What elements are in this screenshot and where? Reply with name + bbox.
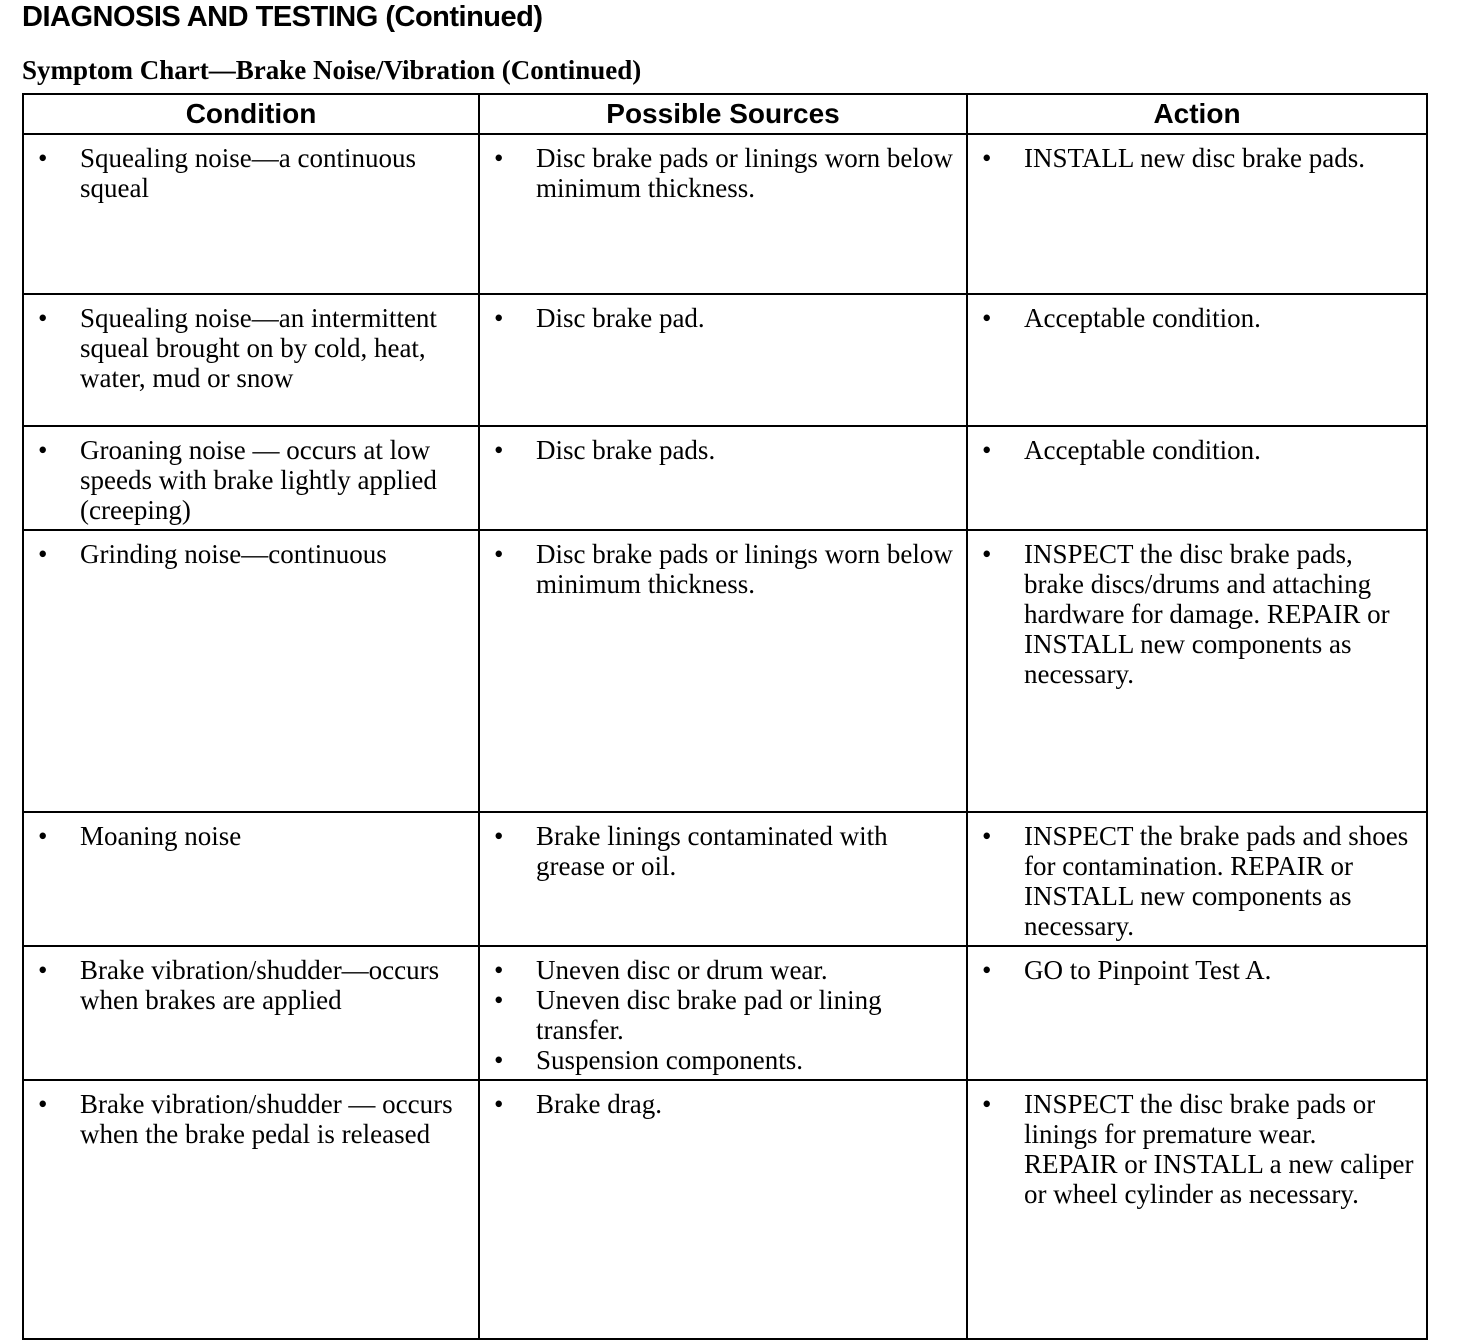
table-row [23,1080,1427,1339]
possible-sources-cell [479,946,967,1080]
bullet-icon: • [38,303,48,333]
column-header-action: Action [967,94,1427,134]
condition-item-text: Moaning noise [80,821,242,851]
action-item [982,1089,1416,1209]
action-item [982,955,1416,985]
possible-source-item-text: Disc brake pads or linings worn below minimum thickness. [536,539,953,599]
bullet-icon: • [38,539,48,569]
action-item-text: INSTALL new disc brake pads. [1024,143,1365,173]
action-cell-list [968,531,1426,693]
condition-item [38,955,468,1015]
possible-source-item-text: Disc brake pads or linings worn below minimum thickness. [536,143,953,203]
action-item-text: Acceptable condition. [1024,435,1261,465]
condition-item [38,539,468,569]
possible-sources-cell [479,1080,967,1339]
bullet-icon: • [982,435,992,465]
possible-sources-cell [479,530,967,812]
action-item [982,435,1416,465]
condition-item-text: Squealing noise—an intermittent squeal brought on by cold, heat, water, mud or snow [80,303,437,393]
action-cell [967,812,1427,946]
condition-cell-list [24,135,478,207]
bullet-icon: • [494,821,504,851]
condition-cell [23,134,479,294]
action-cell-list [968,295,1426,337]
possible-source-item-text: Uneven disc brake pad or lining transfer. [536,985,882,1045]
condition-item [38,143,468,203]
bullet-icon: • [494,303,504,333]
condition-item-text: Squealing noise—a continuous squeal [80,143,416,203]
action-item-text: GO to Pinpoint Test A. [1024,955,1272,985]
condition-cell-list [24,427,478,529]
bullet-icon: • [38,821,48,851]
condition-cell [23,1080,479,1339]
possible-sources-cell [479,294,967,426]
possible-sources-cell [479,134,967,294]
bullet-icon: • [494,539,504,569]
possible-source-item [494,955,956,985]
condition-item [38,303,468,393]
action-item [982,303,1416,333]
possible-sources-cell-list [480,295,966,337]
possible-source-item [494,539,956,599]
condition-item [38,1089,468,1149]
possible-source-item [494,303,956,333]
column-header-possible-sources: Possible Sources [479,94,967,134]
condition-cell-list [24,813,478,855]
bullet-icon: • [494,1089,504,1119]
condition-cell [23,946,479,1080]
possible-source-item-text: Disc brake pad. [536,303,705,333]
action-item-text: INSPECT the disc brake pads, brake discs/drums and attaching hardware for damage. REPAIR or INSTALL new components as necessary. [1024,539,1390,689]
possible-source-item-text: Disc brake pads. [536,435,716,465]
bullet-icon: • [982,821,992,851]
bullet-icon: • [982,1089,992,1119]
action-item [982,539,1416,689]
condition-item-text: Groaning noise — occurs at low speeds with brake lightly applied (creeping) [80,435,437,525]
table-row [23,530,1427,812]
condition-cell [23,294,479,426]
possible-source-item-text: Uneven disc or drum wear. [536,955,828,985]
condition-item [38,821,468,851]
bullet-icon: • [494,1045,504,1075]
possible-source-item-text: Brake linings contaminated with grease or oil. [536,821,888,881]
bullet-icon: • [38,143,48,173]
possible-sources-cell-list [480,427,966,469]
action-cell-list [968,947,1426,989]
possible-source-item [494,1045,956,1075]
action-cell [967,426,1427,530]
possible-source-item [494,821,956,881]
action-item-text: Acceptable condition. [1024,303,1261,333]
bullet-icon: • [494,985,504,1015]
possible-source-item [494,435,956,465]
condition-cell-list [24,531,478,573]
table-header-row [23,94,1427,134]
action-cell [967,294,1427,426]
bullet-icon: • [494,955,504,985]
action-cell [967,134,1427,294]
possible-sources-cell-list [480,135,966,207]
condition-item-text: Grinding noise—continuous [80,539,387,569]
symptom-chart-table [22,93,1428,1340]
bullet-icon: • [38,955,48,985]
bullet-icon: • [38,435,48,465]
action-cell [967,530,1427,812]
bullet-icon: • [494,143,504,173]
table-row [23,946,1427,1080]
possible-source-item [494,1089,956,1119]
condition-cell [23,812,479,946]
bullet-icon: • [982,955,992,985]
table-row [23,134,1427,294]
bullet-icon: • [982,143,992,173]
possible-source-item-text: Suspension components. [536,1045,803,1075]
action-item-text: INSPECT the disc brake pads or linings for premature wear. REPAIR or INSTALL a new caliper or wheel cylinder as necessary. [1024,1089,1414,1209]
condition-cell-list [24,947,478,1019]
bullet-icon: • [38,1089,48,1119]
possible-sources-cell-list [480,531,966,603]
possible-sources-cell-list [480,813,966,885]
condition-cell-list [24,1081,478,1153]
action-cell [967,1080,1427,1339]
possible-sources-cell-list [480,1081,966,1123]
chart-title: Symptom Chart—Brake Noise/Vibration (Continued) [22,55,642,85]
condition-item-text: Brake vibration/shudder—occurs when brakes are applied [80,955,440,1015]
action-item [982,821,1416,941]
column-header-condition: Condition [23,94,479,134]
action-cell-list [968,813,1426,945]
possible-sources-cell [479,812,967,946]
condition-cell-list [24,295,478,397]
possible-source-item [494,985,956,1045]
possible-source-item-text: Brake drag. [536,1089,662,1119]
table-row [23,426,1427,530]
action-cell-list [968,135,1426,177]
action-cell-list [968,427,1426,469]
bullet-icon: • [982,539,992,569]
action-item-text: INSPECT the brake pads and shoes for contamination. REPAIR or INSTALL new components as necessary. [1024,821,1409,941]
action-cell [967,946,1427,1080]
possible-sources-cell-list [480,947,966,1079]
table-row [23,294,1427,426]
possible-source-item [494,143,956,203]
bullet-icon: • [982,303,992,333]
action-item [982,143,1416,173]
condition-cell [23,530,479,812]
condition-item [38,435,468,525]
bullet-icon: • [494,435,504,465]
possible-sources-cell [479,426,967,530]
table-row [23,812,1427,946]
section-title: DIAGNOSIS AND TESTING (Continued) [22,1,543,33]
table-body [23,134,1427,1339]
action-cell-list [968,1081,1426,1213]
condition-item-text: Brake vibration/shudder — occurs when the brake pedal is released [80,1089,453,1149]
condition-cell [23,426,479,530]
